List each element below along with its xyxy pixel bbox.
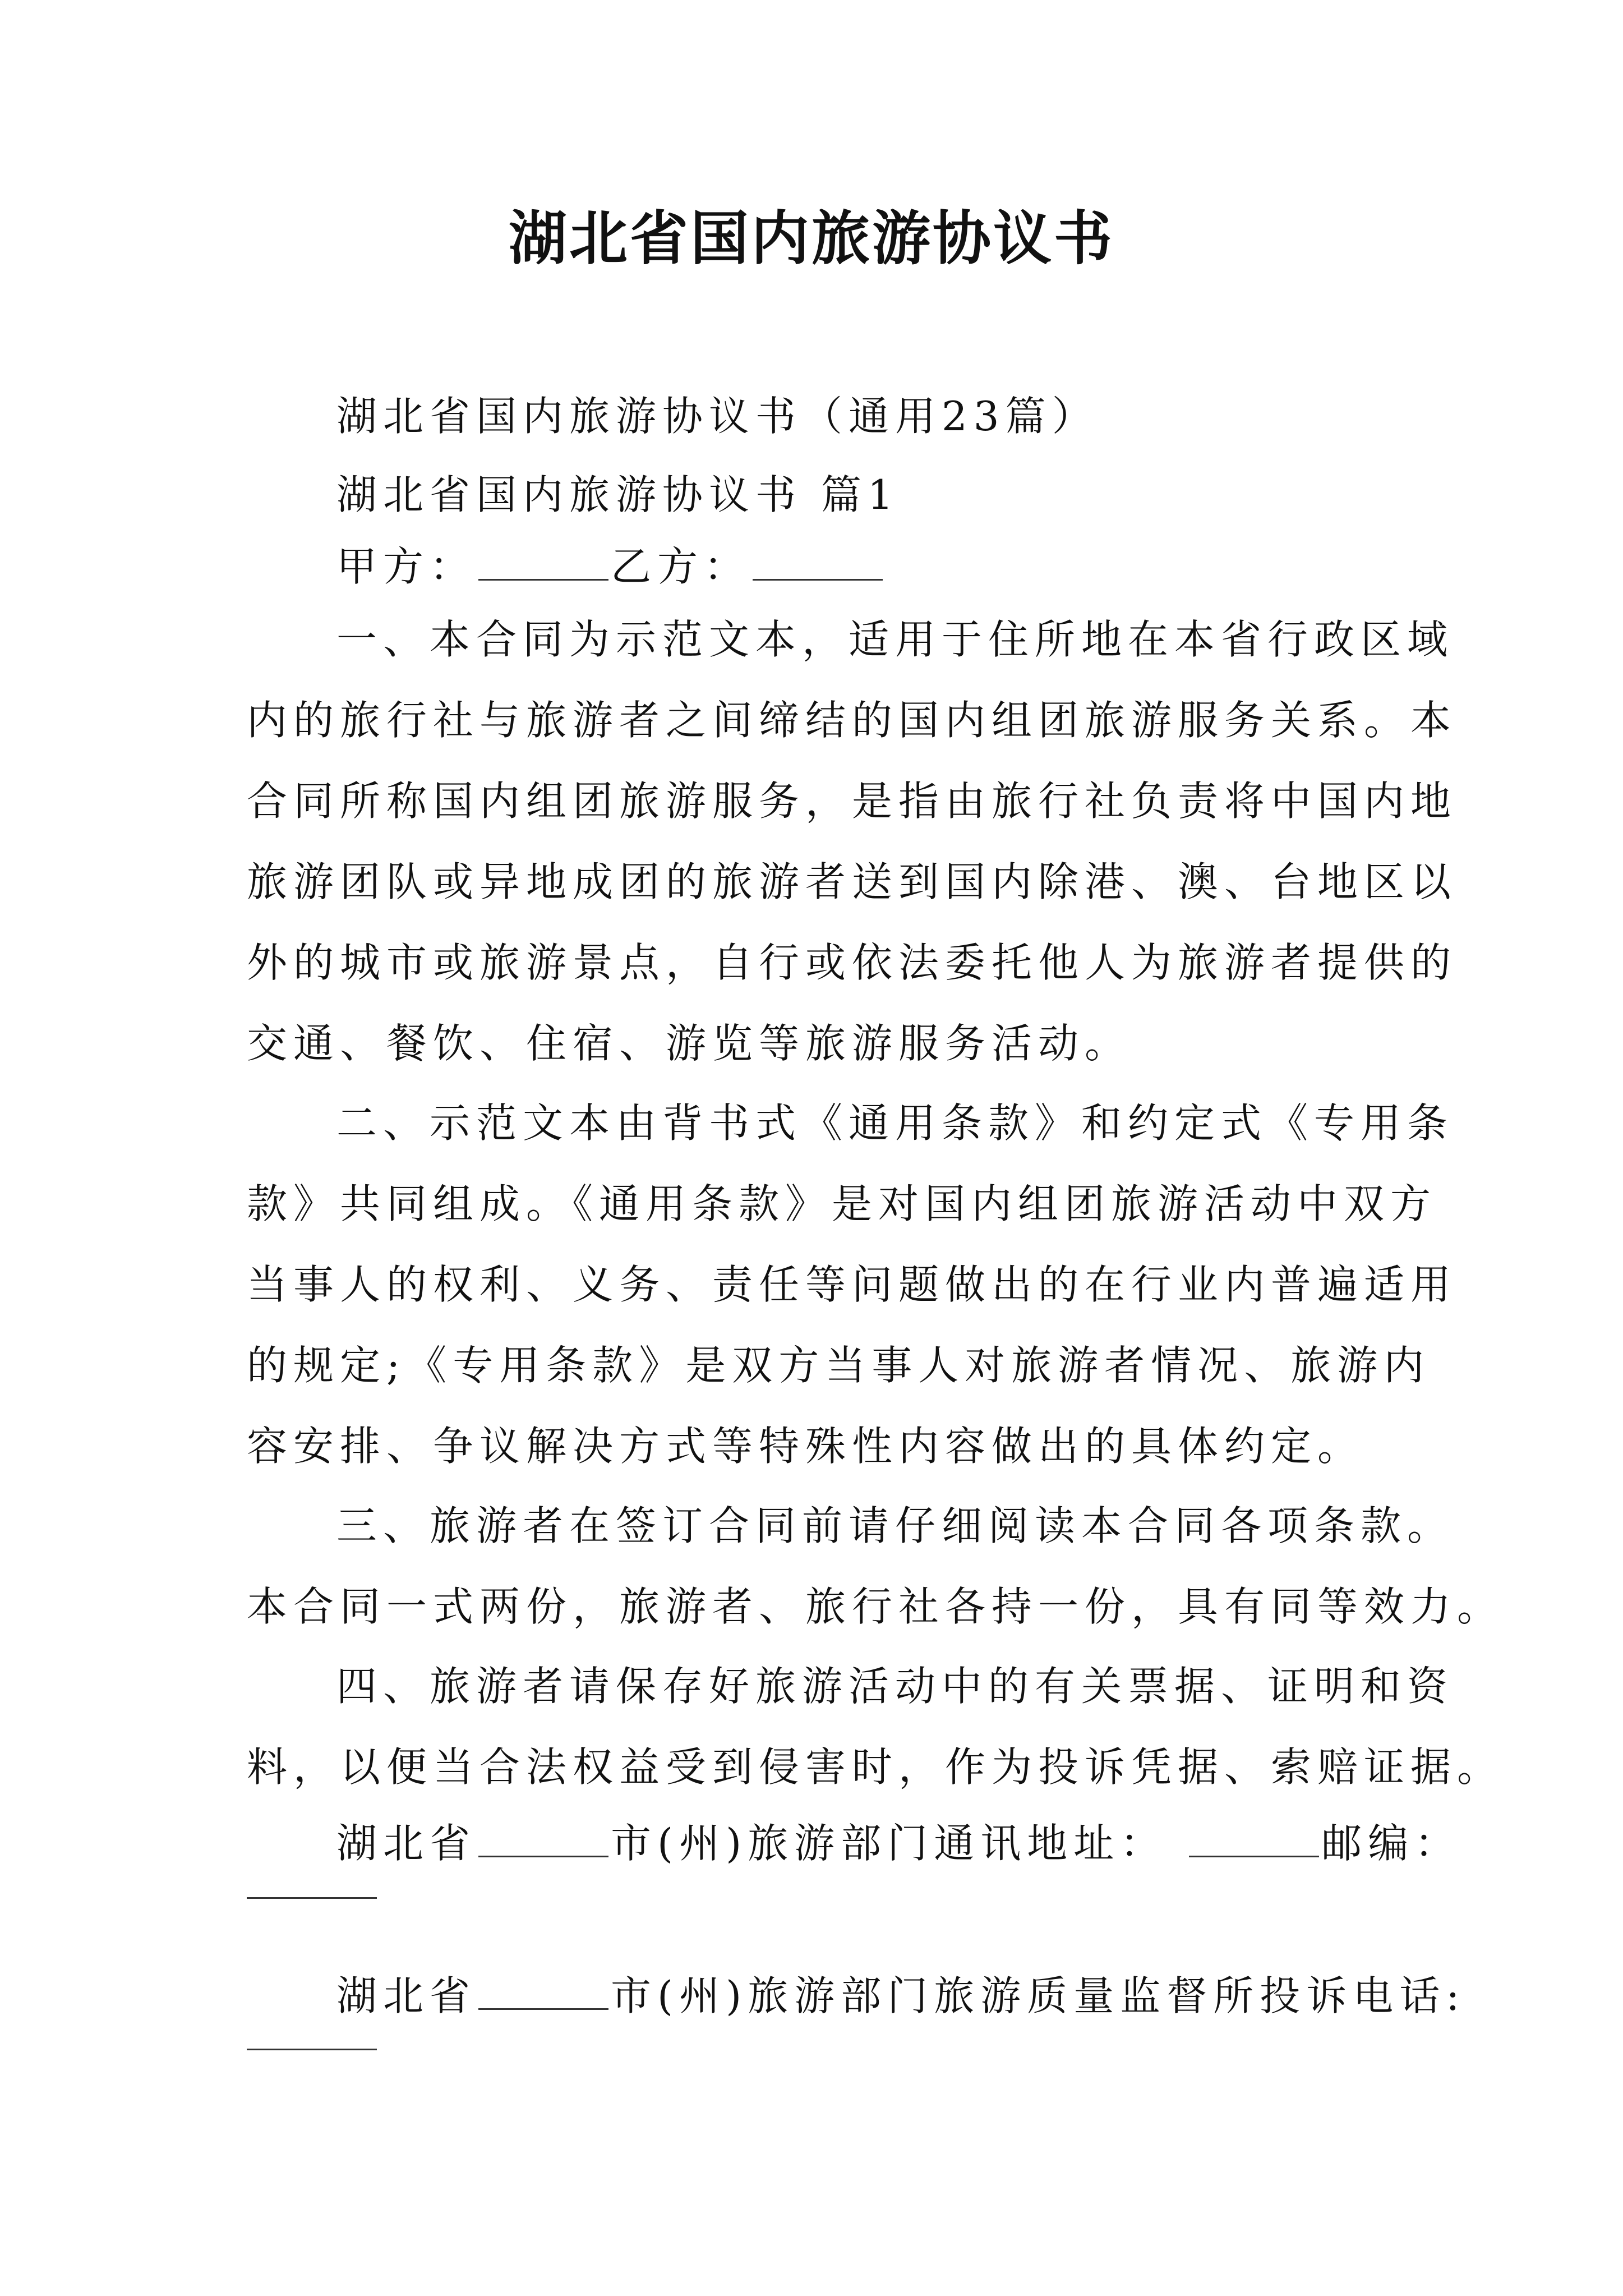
complaint-label: 市(州)旅游部门旅游质量监督所投诉电话: [611,1972,1466,2019]
paragraph-1-line: 一、本合同为示范文本，适用于住所地在本省行政区域 [336,616,1454,663]
paragraph-2-line: 容安排、争议解决方式等特殊性内容做出的具体约定。 [247,1423,1364,1470]
paragraph-2-line: 的规定;《专用条款》是双方当事人对旅游者情况、旅游内 [247,1342,1431,1389]
paragraph-2-line: 二、示范文本由背书式《通用条款》和约定式《专用条 [336,1099,1454,1147]
paragraph-4-line: 料，以便当合法权益受到侵害时，作为投诉凭据、索赔证据。 [247,1743,1504,1791]
address-prefix: 湖北省 [336,1820,477,1867]
paragraph-1-line: 旅游团队或异地成团的旅游者送到国内除港、澳、台地区以 [247,858,1458,905]
party-b-blank [753,545,883,581]
document-subtitle: 湖北省国内旅游协议书（通用23篇） [336,393,1099,440]
party-b-label: 乙方： [611,543,751,590]
complaint-line [336,1968,1465,2024]
paragraph-2-line: 款》共同组成。《通用条款》是对国内组团旅游活动中双方 [247,1180,1437,1227]
city-blank [478,1822,608,1857]
postcode-blank [247,1897,377,1899]
paragraph-3-line: 本合同一式两份，旅游者、旅行社各持一份，具有同等效力。 [247,1583,1504,1630]
address-line [336,1815,1461,1871]
party-a-blank [478,545,608,581]
section-heading: 湖北省国内旅游协议书 篇1 [336,471,900,518]
paragraph-1-line: 内的旅行社与旅游者之间缔结的国内组团旅游服务关系。本 [247,697,1458,744]
paragraph-1-line: 外的城市或旅游景点，自行或依法委托他人为旅游者提供的 [247,939,1458,986]
complaint-city-blank [478,1975,608,2010]
paragraph-3-line: 三、旅游者在签订合同前请仔细阅读本合同各项条款。 [336,1502,1454,1549]
parties-line [336,539,885,595]
complaint-prefix: 湖北省 [336,1972,477,2019]
complaint-phone-blank [247,2049,377,2050]
paragraph-1-line: 交通、餐饮、住宿、游览等旅游服务活动。 [247,1020,1132,1067]
address-label: 市(州)旅游部门通讯地址： [611,1820,1167,1867]
address-blank [1189,1822,1319,1857]
party-a-label: 甲方： [336,543,477,590]
postcode-label: 邮编： [1321,1820,1461,1867]
paragraph-1-line: 合同所称国内组团旅游服务，是指由旅行社负责将中国内地 [247,777,1458,825]
paragraph-4-line: 四、旅游者请保存好旅游活动中的有关票据、证明和资 [336,1663,1454,1710]
paragraph-2-line: 当事人的权利、义务、责任等问题做出的在行业内普遍适用 [247,1261,1458,1308]
document-title: 湖北省国内旅游协议书 [508,204,1114,273]
